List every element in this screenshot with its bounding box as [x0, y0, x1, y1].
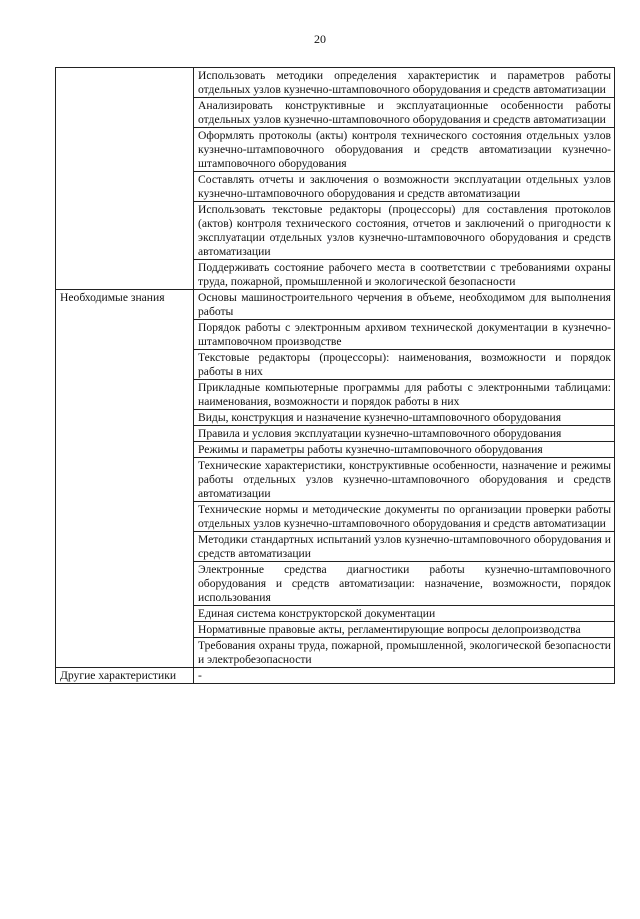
knowledge-item — [194, 458, 615, 502]
knowledge-item — [194, 502, 615, 532]
knowledge-item — [194, 638, 615, 668]
knowledge-item — [194, 380, 615, 410]
knowledge-item — [194, 532, 615, 562]
knowledge-item — [194, 426, 615, 442]
other-value-cell — [194, 668, 615, 684]
knowledge-item — [194, 622, 615, 638]
knowledge-text: Методики стандартных испытаний узлов кузнечно-штамповочного оборудования и средств автоматизации — [198, 533, 611, 560]
knowledge-text: Технические нормы и методические документы по организации проверки работы отдельных узлов кузнечно-штамповочного оборудования и средств автоматизации — [198, 503, 611, 530]
knowledge-label-cell — [56, 290, 194, 668]
skill-text: Использовать текстовые редакторы (процессоры) для составления протоколов (актов) контроля технического состояния, отчетов и заключений о пригодности к эксплуатации отдельных узлов кузнечно-штамповочного оборудования и средств автоматизации — [198, 203, 611, 258]
knowledge-text: Единая система конструкторской документации — [198, 607, 436, 620]
knowledge-item — [194, 562, 615, 606]
requirements-table — [55, 67, 615, 684]
knowledge-item — [194, 442, 615, 458]
skill-item — [194, 260, 615, 290]
skill-text: Оформлять протоколы (акты) контроля технического состояния отдельных узлов кузнечно-штамповочного оборудования и средств автоматизации кузнечно-штамповочного оборудования — [198, 129, 611, 170]
knowledge-text: Текстовые редакторы (процессоры): наименования, возможности и порядок работы в них — [198, 351, 611, 378]
page-number: 20 — [314, 32, 326, 46]
skill-text: Анализировать конструктивные и эксплуатационные особенности работы отдельных узлов кузнечно-штамповочного оборудования и средств автоматизации — [198, 99, 611, 126]
knowledge-text: Нормативные правовые акты, регламентирующие вопросы делопроизводства — [198, 623, 581, 636]
knowledge-text: Прикладные компьютерные программы для работы с электронными таблицами: наименования, возможности и порядок работы в них — [198, 381, 611, 408]
knowledge-text: Технические характеристики, конструктивные особенности, назначение и режимы работы отдельных узлов кузнечно-штамповочного оборудования и средств автоматизации — [198, 459, 611, 500]
knowledge-text: Порядок работы с электронным архивом технической документации в кузнечно-штамповочном производстве — [198, 321, 611, 348]
skill-item — [194, 98, 615, 128]
table-row — [56, 68, 615, 98]
skill-text: Использовать методики определения характеристик и параметров работы отдельных узлов кузнечно-штамповочного оборудования и средств автоматизации — [198, 69, 611, 96]
knowledge-text: Виды, конструкция и назначение кузнечно-штамповочного оборудования — [198, 411, 562, 424]
table-row — [56, 668, 615, 684]
knowledge-text: Основы машиностроительного черчения в объеме, необходимом для выполнения работы — [198, 291, 611, 318]
skills-label-cell — [56, 68, 194, 290]
knowledge-text: Правила и условия эксплуатации кузнечно-штамповочного оборудования — [198, 427, 562, 440]
knowledge-item — [194, 290, 615, 320]
other-label-cell — [56, 668, 194, 684]
knowledge-item — [194, 410, 615, 426]
knowledge-text: Режимы и параметры работы кузнечно-штамповочного оборудования — [198, 443, 543, 456]
other-value: - — [198, 669, 202, 682]
other-label: Другие характеристики — [60, 669, 177, 682]
skill-item — [194, 128, 615, 172]
knowledge-text: Электронные средства диагностики работы кузнечно-штамповочного оборудования и средств автоматизации: назначение, возможности, порядок использования — [198, 563, 611, 604]
skill-text: Составлять отчеты и заключения о возможности эксплуатации отдельных узлов кузнечно-штамповочного оборудования и средств автоматизации — [198, 173, 611, 200]
knowledge-text: Требования охраны труда, пожарной, промышленной, экологической безопасности и электробезопасности — [198, 639, 611, 666]
knowledge-label: Необходимые знания — [60, 291, 165, 304]
skill-text: Поддерживать состояние рабочего места в соответствии с требованиями охраны труда, пожарной, промышленной и экологической безопасности — [198, 261, 611, 288]
knowledge-item — [194, 320, 615, 350]
skill-item — [194, 172, 615, 202]
table-row — [56, 290, 615, 320]
skill-item — [194, 202, 615, 260]
skill-item — [194, 68, 615, 98]
knowledge-item — [194, 350, 615, 380]
knowledge-item — [194, 606, 615, 622]
